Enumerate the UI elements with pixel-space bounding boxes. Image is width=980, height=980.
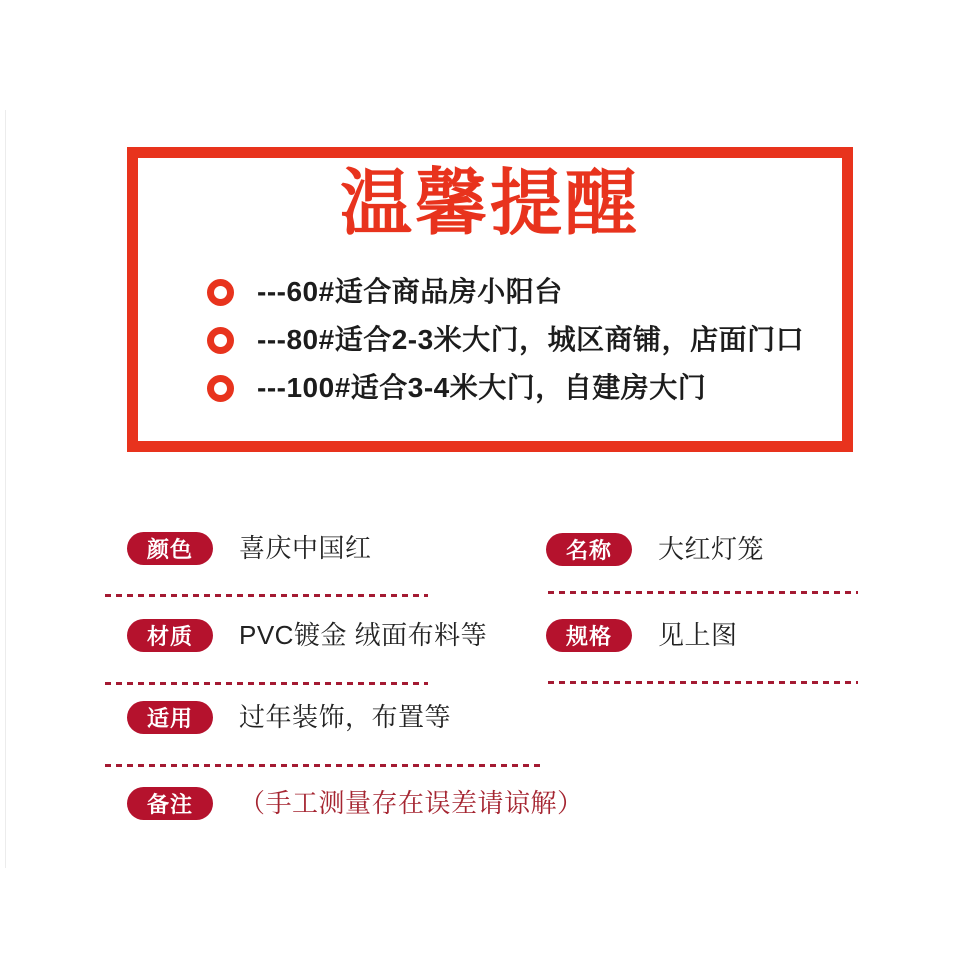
reminder-item <box>207 372 706 404</box>
spec-row-material <box>127 619 487 652</box>
spec-badge: 规格 <box>546 619 632 652</box>
divider <box>105 682 428 685</box>
reminder-item <box>207 324 804 356</box>
divider <box>548 591 858 594</box>
spec-row-name <box>546 533 764 566</box>
spec-value: 见上图 <box>658 620 738 650</box>
spec-badge: 名称 <box>546 533 632 566</box>
reminder-title: 温馨提醒 <box>339 164 640 244</box>
spec-badge: 颜色 <box>127 532 213 565</box>
spec-row-size <box>546 619 738 652</box>
spec-value: 喜庆中国红 <box>239 533 372 563</box>
bullet-ring-icon <box>207 279 234 306</box>
reminder-item-text: ---60#适合商品房小阳台 <box>257 276 563 307</box>
photo-edge-line <box>5 110 6 868</box>
reminder-item-text: ---100#适合3-4米大门，自建房大门 <box>257 372 707 403</box>
divider <box>105 594 428 597</box>
spec-badge: 适用 <box>127 701 213 734</box>
spec-value: 大红灯笼 <box>658 534 765 564</box>
spec-row-usage <box>127 701 451 734</box>
bullet-ring-icon <box>207 375 234 402</box>
reminder-item-text: ---80#适合2-3米大门，城区商铺，店面门口 <box>257 324 805 355</box>
spec-badge: 备注 <box>127 787 213 820</box>
spec-value: （手工测量存在误差请谅解） <box>239 788 584 818</box>
reminder-item <box>207 276 563 308</box>
bullet-ring-icon <box>207 327 234 354</box>
divider <box>548 681 858 684</box>
spec-row-note <box>127 787 584 820</box>
spec-badge: 材质 <box>127 619 213 652</box>
spec-row-color <box>127 532 372 565</box>
spec-value: PVC镀金 绒面布料等 <box>239 620 488 650</box>
spec-value: 过年装饰，布置等 <box>239 702 452 732</box>
divider <box>105 764 542 767</box>
